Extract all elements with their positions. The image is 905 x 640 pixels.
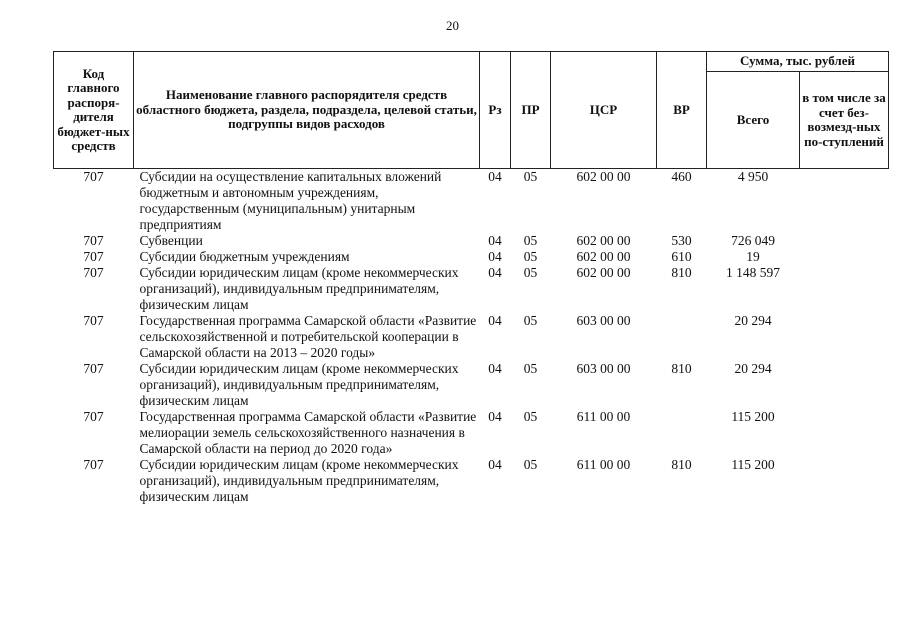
- cell-free: [800, 265, 889, 313]
- cell-rz: 04: [488, 409, 502, 424]
- cell-name: Государственная программа Самарской области «Развитие сельскохозяйственной и потребительской кооперации в Самарской области на 2013 – 2020 годы»: [139, 313, 477, 360]
- cell-free: [800, 249, 889, 265]
- cell-name: Субсидии на осуществление капитальных вложений бюджетным и автономным учреждениям, государственным (муниципальным) унитарным предприятиям: [139, 169, 442, 232]
- table-row: [54, 457, 889, 505]
- table-body: [54, 169, 889, 506]
- cell-total: 20 294: [734, 361, 772, 376]
- cell-rz: 04: [488, 313, 502, 328]
- cell-free: [800, 457, 889, 505]
- cell-vr: 810: [671, 457, 692, 472]
- cell-pr: 05: [523, 265, 538, 280]
- cell-total: 115 200: [731, 409, 775, 424]
- cell-csr: 602 00 00: [576, 169, 631, 184]
- cell-pr: 05: [523, 169, 538, 184]
- cell-total: 115 200: [731, 457, 775, 472]
- cell-vr: 810: [671, 361, 692, 376]
- cell-total: 4 950: [737, 169, 769, 184]
- header-vr: ВР: [657, 52, 707, 169]
- header-code: Код главного распоря-дителя бюджет-ных средств: [54, 52, 134, 169]
- cell-vr: 530: [671, 233, 692, 248]
- cell-name: Государственная программа Самарской области «Развитие мелиорации земель сельскохозяйственного назначения в Самарской области на период до 2020 года»: [139, 409, 477, 456]
- cell-csr: 603 00 00: [576, 313, 631, 328]
- cell-name: Субсидии юридическим лицам (кроме некоммерческих организаций), индивидуальным предпринимателям, физическим лицам: [139, 361, 459, 408]
- budget-table: [53, 51, 889, 505]
- cell-free: [800, 361, 889, 409]
- cell-code: 707: [83, 361, 104, 376]
- cell-csr: 602 00 00: [576, 249, 631, 264]
- cell-pr: 05: [523, 233, 538, 248]
- header-rz: Рз: [480, 52, 511, 169]
- cell-pr: 05: [523, 313, 538, 328]
- cell-vr: 460: [671, 169, 692, 184]
- table-header: [54, 52, 889, 169]
- cell-free: [800, 409, 889, 457]
- table-row: [54, 409, 889, 457]
- cell-pr: 05: [523, 361, 538, 376]
- cell-code: 707: [83, 409, 104, 424]
- cell-total: 726 049: [731, 233, 775, 248]
- header-pr: ПР: [511, 52, 551, 169]
- cell-pr: 05: [523, 249, 538, 264]
- table-row: [54, 313, 889, 361]
- cell-pr: 05: [523, 409, 538, 424]
- cell-csr: 611 00 00: [576, 457, 631, 472]
- header-name: Наименование главного распорядителя средств областного бюджета, раздела, подраздела, целевой статьи, подгруппы видов расходов: [134, 52, 480, 169]
- cell-rz: 04: [488, 233, 502, 248]
- cell-csr: 611 00 00: [576, 409, 631, 424]
- cell-name: Субсидии юридическим лицам (кроме некоммерческих организаций), индивидуальным предпринимателям, физическим лицам: [139, 265, 459, 312]
- header-csr: ЦСР: [551, 52, 657, 169]
- cell-vr: 610: [671, 249, 692, 264]
- header-sum-group: Сумма, тыс. рублей: [707, 52, 889, 72]
- cell-code: 707: [83, 169, 104, 184]
- table-row: [54, 233, 889, 249]
- cell-vr: [657, 313, 707, 361]
- cell-code: 707: [83, 313, 104, 328]
- cell-rz: 04: [488, 265, 502, 280]
- cell-csr: 602 00 00: [576, 265, 631, 280]
- table-row: [54, 249, 889, 265]
- cell-name: Субсидии юридическим лицам (кроме некоммерческих организаций), индивидуальным предпринимателям, физическим лицам: [139, 457, 459, 504]
- header-free: в том числе за счет без-возмезд-ных по-ступлений: [800, 72, 889, 169]
- cell-rz: 04: [488, 361, 502, 376]
- table-row: [54, 361, 889, 409]
- cell-free: [800, 233, 889, 249]
- cell-csr: 602 00 00: [576, 233, 631, 248]
- cell-csr: 603 00 00: [576, 361, 631, 376]
- cell-code: 707: [83, 265, 104, 280]
- cell-name: Субвенции: [139, 233, 203, 248]
- cell-rz: 04: [488, 169, 502, 184]
- page-number: 20: [446, 18, 459, 33]
- cell-total: 1 148 597: [726, 265, 780, 280]
- cell-code: 707: [83, 233, 104, 248]
- header-total: Всего: [707, 72, 800, 169]
- cell-vr: [657, 409, 707, 457]
- cell-total: 20 294: [734, 313, 772, 328]
- cell-pr: 05: [523, 457, 538, 472]
- cell-vr: 810: [671, 265, 692, 280]
- table-row: [54, 265, 889, 313]
- cell-free: [800, 313, 889, 361]
- cell-free: [800, 169, 889, 234]
- cell-code: 707: [83, 457, 104, 472]
- cell-code: 707: [83, 249, 104, 264]
- cell-total: 19: [746, 249, 760, 264]
- table-row: [54, 169, 889, 234]
- cell-rz: 04: [488, 249, 502, 264]
- cell-name: Субсидии бюджетным учреждениям: [139, 249, 350, 264]
- cell-rz: 04: [488, 457, 502, 472]
